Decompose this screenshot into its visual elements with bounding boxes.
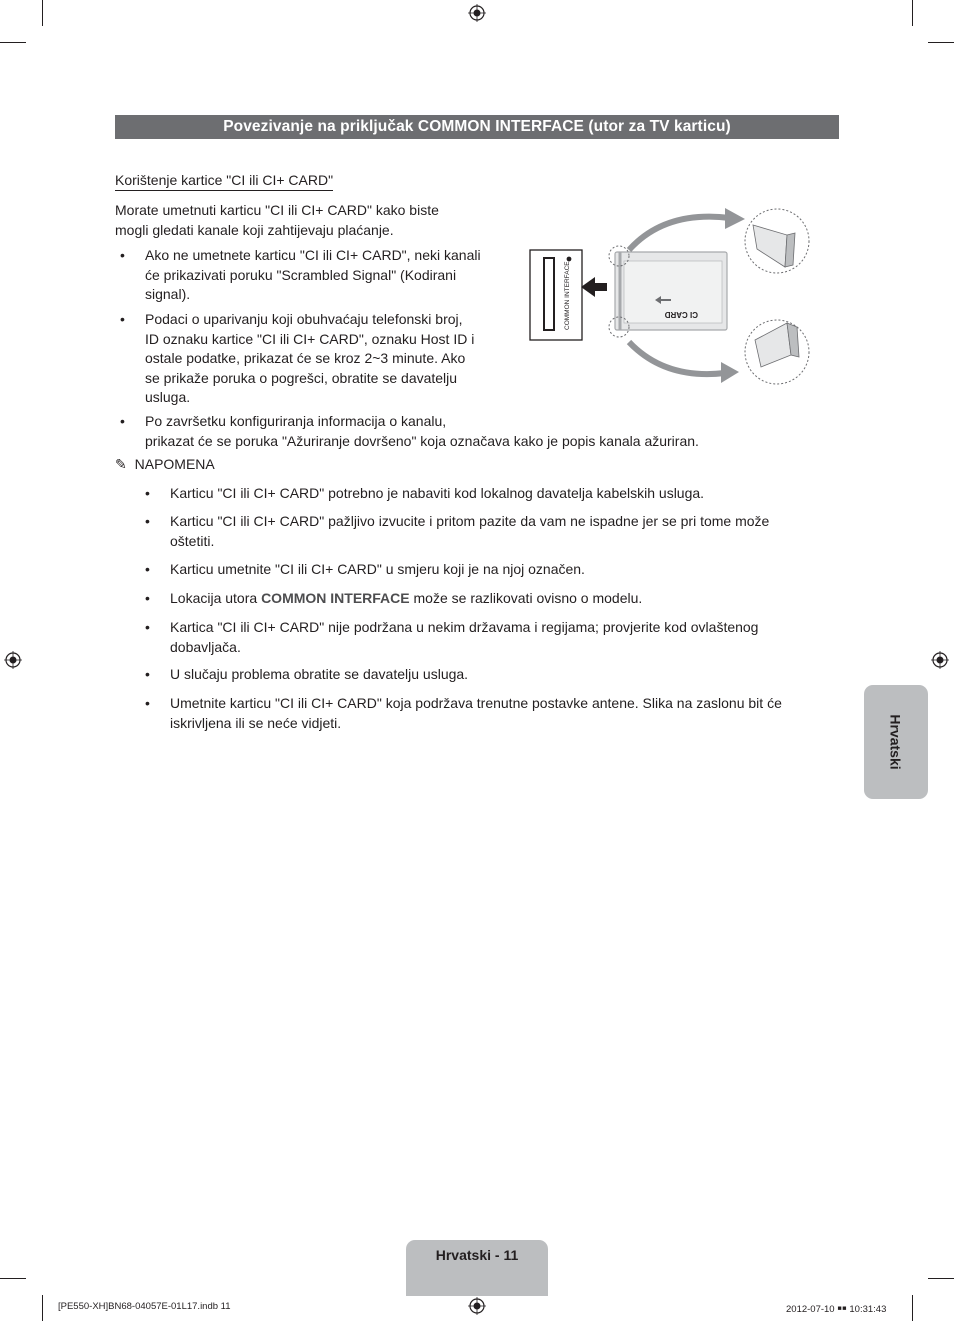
slot-label: COMMON INTERFACE <box>564 261 571 330</box>
note-header: ✎ NAPOMENA <box>115 456 215 472</box>
ci-slot <box>530 250 582 340</box>
pencil-icon: ✎ <box>115 456 127 472</box>
crop-mark <box>928 42 954 43</box>
crop-mark <box>0 42 26 43</box>
language-side-tab: Hrvatski <box>864 685 928 799</box>
subheading: Korištenje kartice "CI ili CI+ CARD" <box>115 171 333 191</box>
insert-arrow-icon <box>581 277 607 297</box>
crop-mark <box>42 1295 43 1321</box>
crop-mark <box>928 1278 954 1279</box>
footer-file-info: [PE550-XH]BN68-04057E-01L17.indb 11 <box>58 1301 231 1312</box>
crop-mark <box>912 0 913 26</box>
page-number-tab: Hrvatski - 11 <box>406 1240 548 1296</box>
crop-mark <box>0 1278 26 1279</box>
crop-mark <box>42 0 43 26</box>
registration-mark-icon <box>468 1297 486 1315</box>
registration-mark-icon <box>468 4 486 22</box>
crop-mark <box>912 1295 913 1321</box>
section-title: Povezivanje na priključak COMMON INTERFACE (utor za TV karticu) <box>115 115 839 139</box>
registration-mark-icon <box>4 651 22 669</box>
card-label: CI CARD <box>664 310 698 319</box>
footer-timestamp: 2012-07-10 ￭￭ 10:31:43 <box>786 1304 887 1315</box>
intro-text: Morate umetnuti karticu "CI ili CI+ CARD" kako biste mogli gledati kanale koji zahtijevaju plaćanje. <box>115 202 439 238</box>
registration-mark-icon <box>931 651 949 669</box>
ci-card-illustration <box>525 205 815 390</box>
